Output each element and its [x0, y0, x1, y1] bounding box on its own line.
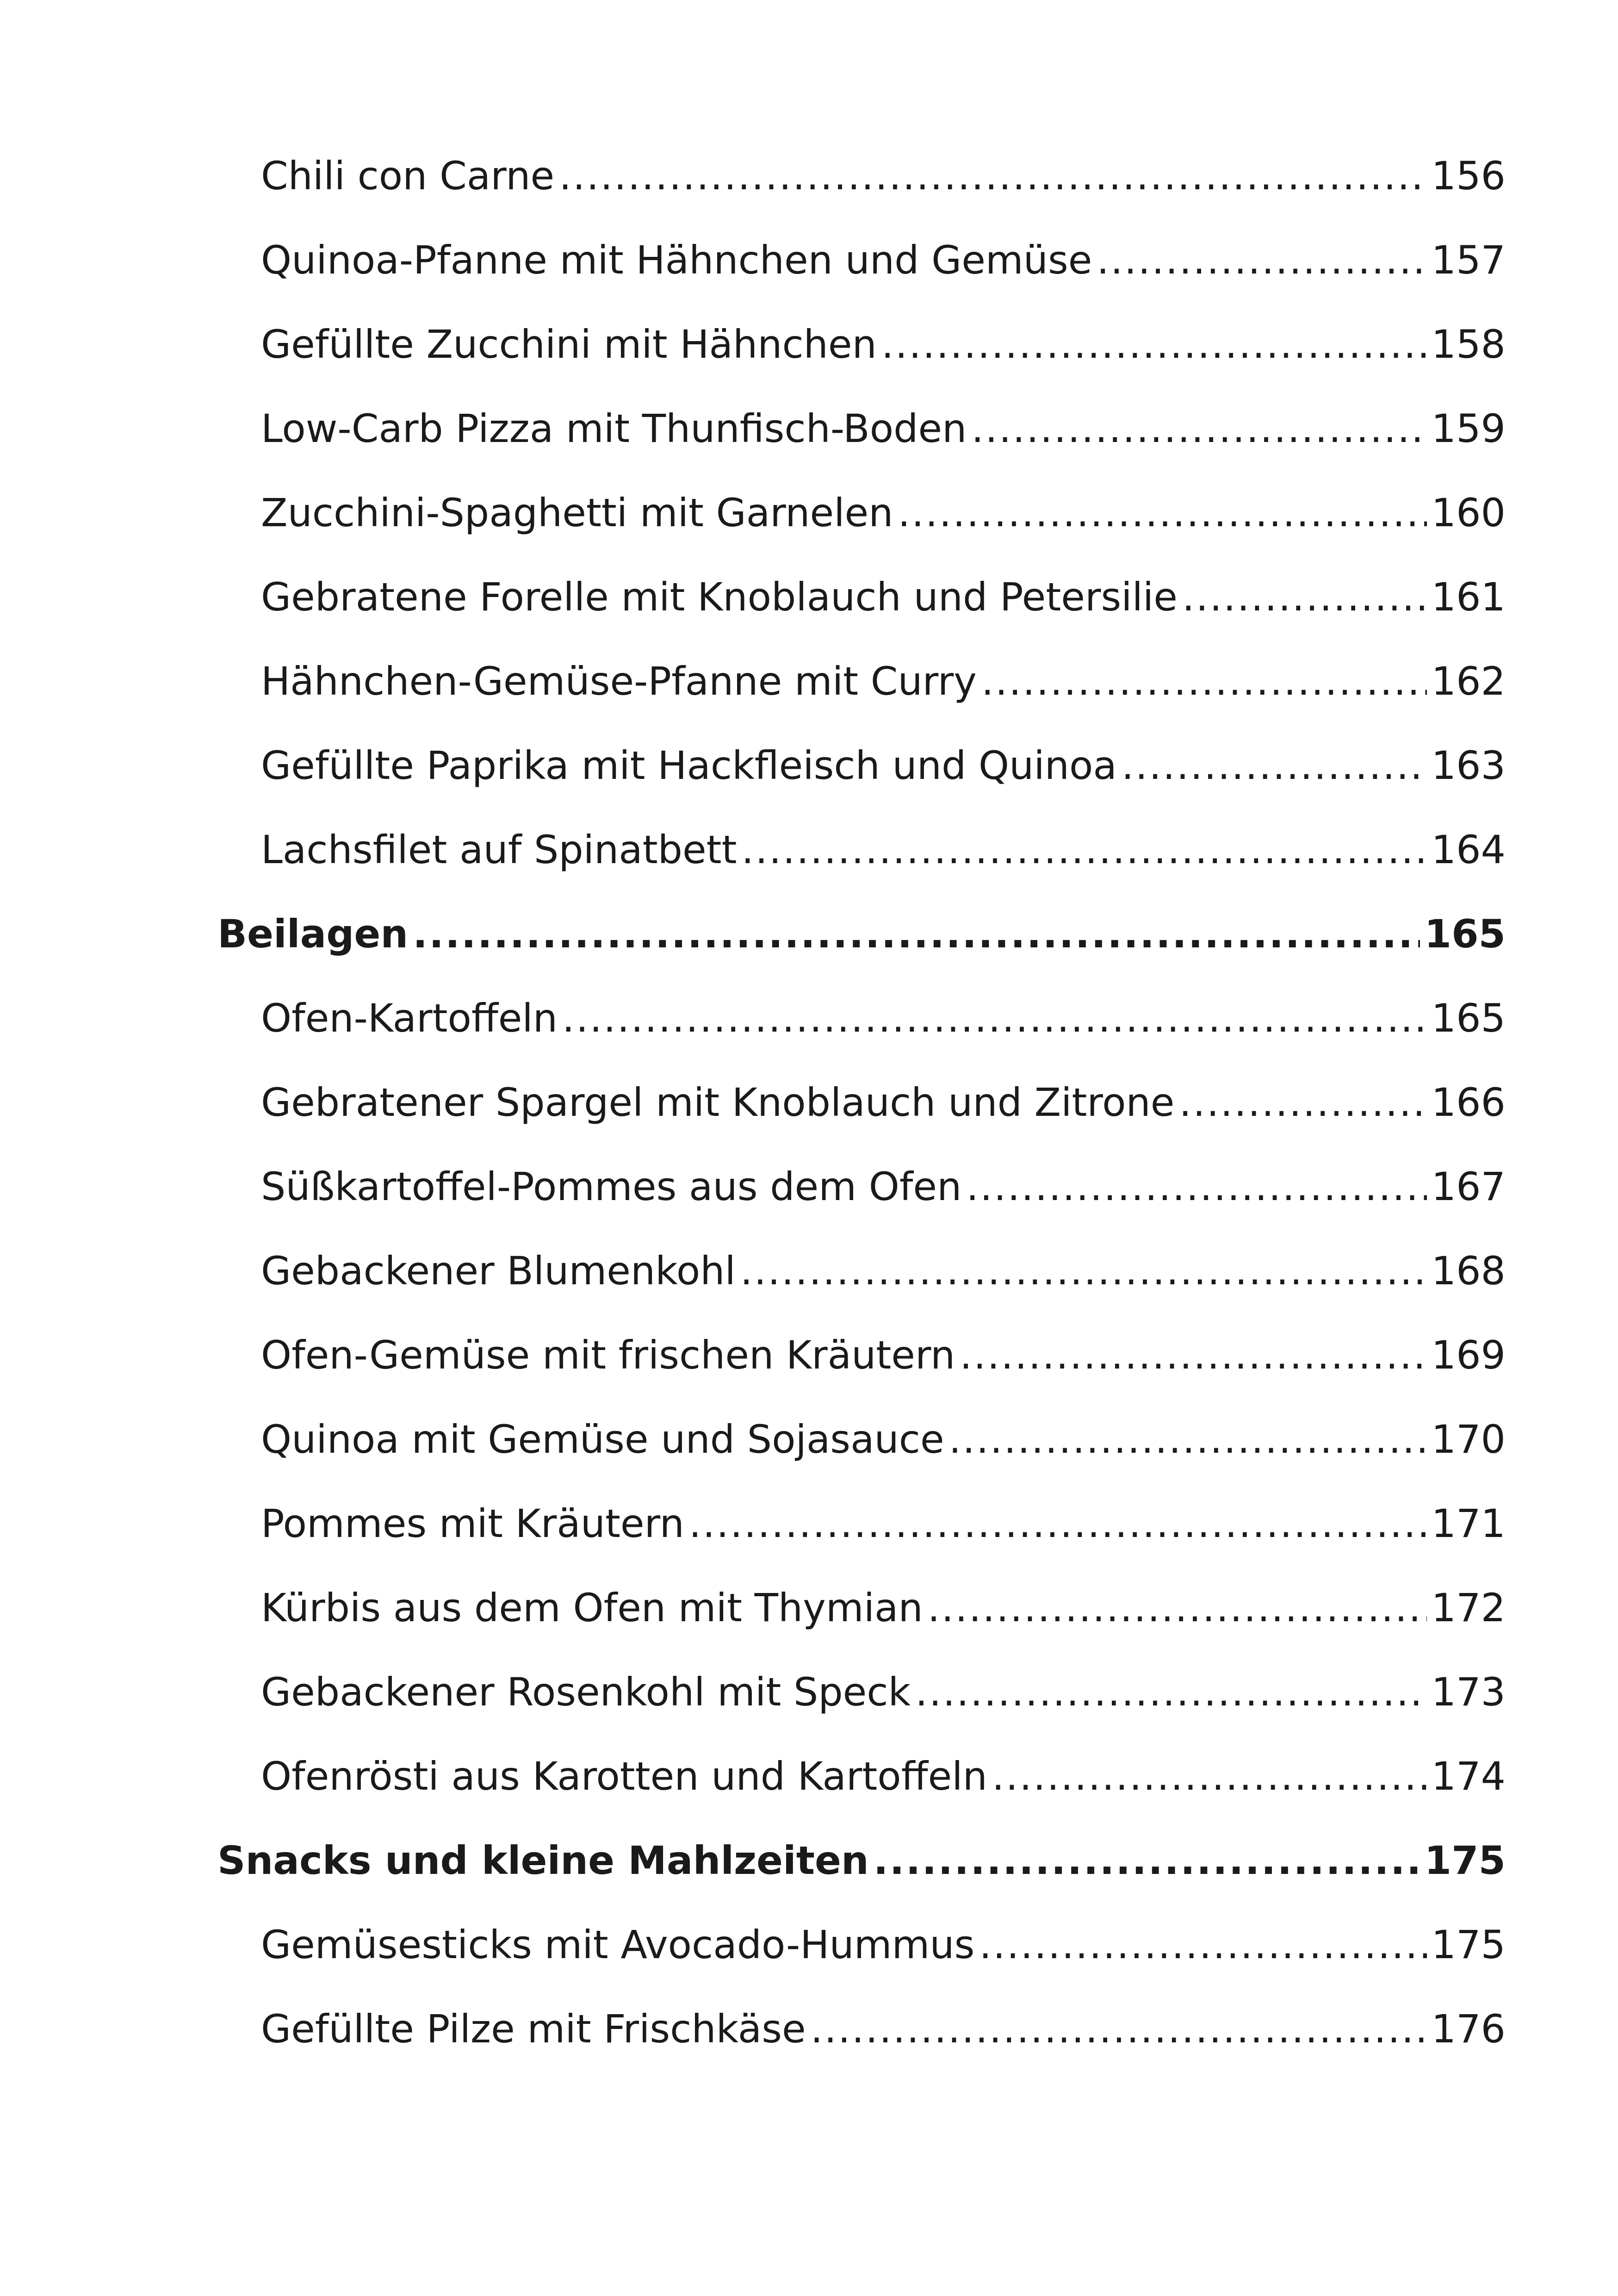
- toc-entry-page: 159: [1431, 406, 1506, 451]
- dot-leader: [928, 1580, 1427, 1636]
- dot-leader: [960, 1327, 1426, 1383]
- toc-entry-page: 161: [1431, 574, 1506, 620]
- toc-entry[interactable]: [261, 1412, 1506, 1467]
- toc-entry-page: 174: [1431, 1754, 1506, 1799]
- toc-entry-page: 160: [1431, 490, 1506, 535]
- toc-entry-title: Gebratener Spargel mit Knoblauch und Zitrone: [261, 1080, 1175, 1125]
- toc-entry-page: 176: [1431, 2006, 1506, 2052]
- dot-leader: [992, 1748, 1427, 1804]
- toc-entry-title: Ofenrösti aus Karotten und Kartoffeln: [261, 1754, 987, 1799]
- toc-entry-page: 166: [1431, 1080, 1506, 1125]
- dot-leader: [1097, 232, 1426, 288]
- toc-entry-page: 172: [1431, 1585, 1506, 1630]
- toc-section-heading[interactable]: [217, 1833, 1506, 1888]
- dot-leader: [562, 990, 1427, 1046]
- toc-entry[interactable]: [261, 569, 1506, 625]
- toc-entry-title: Hähnchen-Gemüse-Pfanne mit Curry: [261, 659, 977, 704]
- toc-entry-page: 163: [1431, 743, 1506, 788]
- toc-entry-title: Gemüsesticks mit Avocado-Hummus: [261, 1922, 975, 1967]
- toc-entry-page: 169: [1431, 1332, 1506, 1378]
- toc-entry-page: 168: [1431, 1248, 1506, 1294]
- toc-entry-title: Quinoa mit Gemüse und Sojasauce: [261, 1417, 944, 1462]
- toc-entry-title: Ofen-Kartoffeln: [261, 996, 558, 1041]
- toc-entry-title: Ofen-Gemüse mit frischen Kräutern: [261, 1332, 955, 1378]
- toc-entry[interactable]: [261, 2001, 1506, 2057]
- dot-leader: [898, 485, 1426, 541]
- toc-entry-page: 167: [1431, 1164, 1506, 1209]
- toc-entry[interactable]: [261, 1243, 1506, 1299]
- toc-entry-title: Low-Carb Pizza mit Thunfisch-Boden: [261, 406, 967, 451]
- dot-leader: [811, 2001, 1427, 2057]
- toc-entry-title: Pommes mit Kräutern: [261, 1501, 684, 1546]
- dot-leader: [740, 1243, 1427, 1299]
- toc-entry[interactable]: [261, 232, 1506, 288]
- toc-entry-page: 157: [1431, 237, 1506, 283]
- toc-entry[interactable]: [261, 1159, 1506, 1214]
- toc-entry-title: Chili con Carne: [261, 153, 555, 199]
- toc-entry[interactable]: [261, 822, 1506, 877]
- toc-entry[interactable]: [261, 1748, 1506, 1804]
- toc-section-title: Snacks und kleine Mahlzeiten: [217, 1838, 869, 1883]
- toc-entry-page: 165: [1431, 996, 1506, 1041]
- toc-entry[interactable]: [261, 1580, 1506, 1636]
- dot-leader: [1179, 1075, 1426, 1130]
- toc-entry[interactable]: [261, 317, 1506, 372]
- toc-entry-title: Gebackener Rosenkohl mit Speck: [261, 1669, 911, 1715]
- toc-entry[interactable]: [261, 148, 1506, 204]
- toc-entry[interactable]: [261, 1496, 1506, 1551]
- dot-leader: [413, 906, 1420, 962]
- toc-section-heading[interactable]: [217, 906, 1506, 962]
- toc-entry-page: 173: [1431, 1669, 1506, 1715]
- toc-entry[interactable]: [261, 1664, 1506, 1720]
- toc-entry-title: Kürbis aus dem Ofen mit Thymian: [261, 1585, 923, 1630]
- toc-entry-title: Zucchini-Spaghetti mit Garnelen: [261, 490, 893, 535]
- dot-leader: [966, 1159, 1426, 1214]
- toc-entry-page: 175: [1431, 1922, 1506, 1967]
- dot-leader: [915, 1664, 1426, 1720]
- dot-leader: [742, 822, 1427, 877]
- toc-entry-title: Gefüllte Zucchini mit Hähnchen: [261, 322, 877, 367]
- toc-entry[interactable]: [261, 401, 1506, 456]
- toc-entry-page: 171: [1431, 1501, 1506, 1546]
- dot-leader: [1122, 738, 1427, 793]
- toc-entry-page: 156: [1431, 153, 1506, 199]
- dot-leader: [981, 653, 1427, 709]
- toc-entry[interactable]: [261, 1917, 1506, 1972]
- toc-entry-page: 164: [1431, 827, 1506, 872]
- toc-entry-title: Gebackener Blumenkohl: [261, 1248, 736, 1294]
- dot-leader: [949, 1412, 1427, 1467]
- toc-entry[interactable]: [261, 1075, 1506, 1130]
- dot-leader: [689, 1496, 1427, 1551]
- toc-entry-page: 158: [1431, 322, 1506, 367]
- dot-leader: [559, 148, 1426, 204]
- toc-entry[interactable]: [261, 738, 1506, 793]
- toc-section-page: 165: [1424, 911, 1506, 957]
- toc-entry[interactable]: [261, 485, 1506, 541]
- dot-leader: [881, 317, 1427, 372]
- toc-entry-title: Gefüllte Paprika mit Hackfleisch und Quinoa: [261, 743, 1117, 788]
- toc-entry-title: Süßkartoffel-Pommes aus dem Ofen: [261, 1164, 962, 1209]
- dot-leader: [979, 1917, 1426, 1972]
- toc-entry-page: 170: [1431, 1417, 1506, 1462]
- dot-leader: [874, 1833, 1420, 1888]
- toc-entry-title: Lachsfilet auf Spinatbett: [261, 827, 737, 872]
- toc-entry[interactable]: [261, 1327, 1506, 1383]
- toc-entry-title: Gebratene Forelle mit Knoblauch und Petersilie: [261, 574, 1178, 620]
- toc-section-title: Beilagen: [217, 911, 409, 957]
- toc-entry-title: Quinoa-Pfanne mit Hähnchen und Gemüse: [261, 237, 1092, 283]
- toc-entry-title: Gefüllte Pilze mit Frischkäse: [261, 2006, 806, 2052]
- toc-entry-page: 162: [1431, 659, 1506, 704]
- toc-section-page: 175: [1424, 1838, 1506, 1883]
- dot-leader: [971, 401, 1426, 456]
- toc-entry[interactable]: [261, 990, 1506, 1046]
- toc-entry[interactable]: [261, 653, 1506, 709]
- dot-leader: [1182, 569, 1427, 625]
